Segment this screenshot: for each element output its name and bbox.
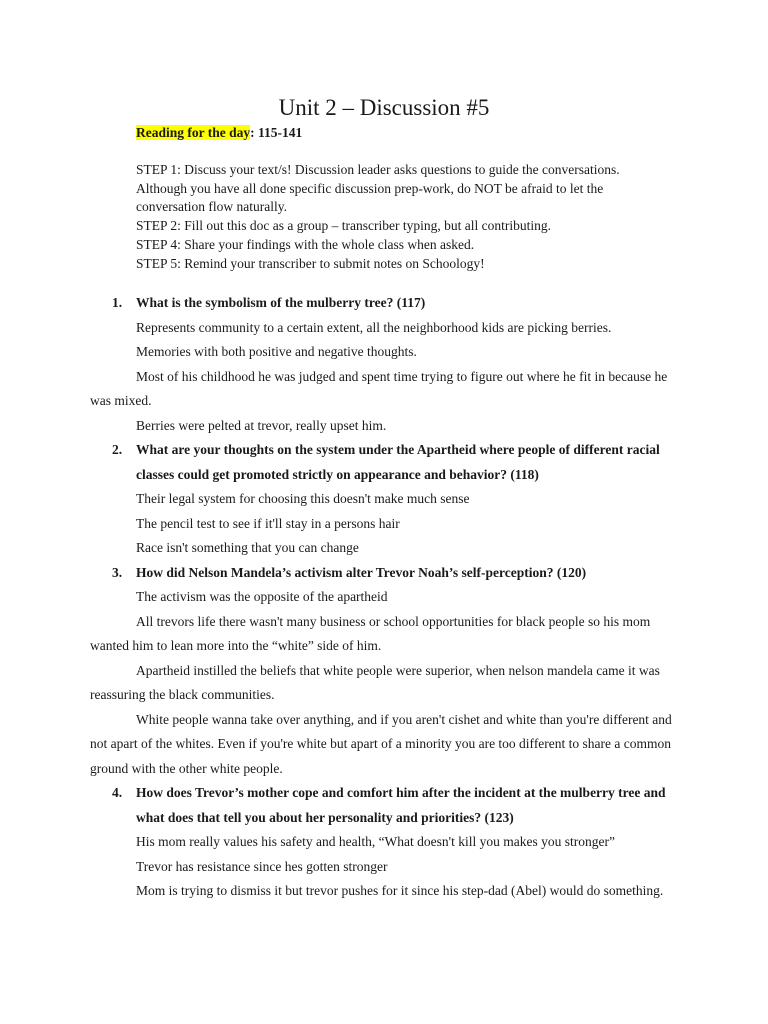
answer-text: Memories with both positive and negative thoughts. (136, 344, 417, 359)
answer-text: Trevor has resistance since hes gotten stronger (136, 858, 388, 874)
question-number: 2. (112, 442, 123, 457)
answer-text: Berries were pelted at trevor, really upset him. (136, 417, 387, 433)
instruction-line: STEP 5: Remind your transcriber to submit notes on Schoology! (136, 255, 485, 271)
instruction-line: Although you have all done specific discussion prep-work, do NOT be afraid to let the (136, 180, 604, 196)
question-number: 4. (112, 785, 123, 800)
question-text: What is the symbolism of the mulberry tree? (117) (136, 295, 426, 310)
question-number: 3. (112, 564, 123, 580)
reading-label: Reading for the day (136, 125, 251, 140)
document-title: Unit 2 – Discussion #5 (278, 95, 490, 120)
question-item (0, 781, 768, 904)
question-text: How does Trevor’s mother cope and comfort him after the incident at the mulberry tree and what does that tell you about her personality and priorities? (123) (136, 785, 666, 825)
question-item (0, 438, 768, 561)
answer-text: Mom is trying to dismiss it but trevor pushes for it since his step-dad (Abel) would do something. (136, 883, 664, 898)
question-item (0, 291, 768, 438)
question-text: How did Nelson Mandela’s activism alter Trevor Noah’s self-perception? (120) (136, 564, 587, 580)
answer-text: His mom really values his safety and health, “What doesn't kill you makes you stronger” (136, 834, 615, 849)
question-list (0, 291, 768, 904)
question-text: What are your thoughts on the system under the Apartheid where people of different racial classes could get promoted strictly on appearance and behavior? (118) (136, 442, 660, 482)
question-number: 1. (112, 295, 123, 310)
question-item (0, 561, 768, 782)
answer-text: Apartheid instilled the beliefs that white people were superior, when nelson mandela came it was reassuring the black communities. (90, 662, 660, 702)
answer-text: All trevors life there wasn't many business or school opportunities for black people so his mom wanted him to lean more into the “white” side of him. (90, 613, 651, 653)
instruction-line: STEP 2: Fill out this doc as a group – transcriber typing, but all contributing. (136, 218, 551, 234)
reading-pages: 115-141 (254, 125, 303, 140)
instructions (136, 161, 696, 273)
instruction-line: STEP 4: Share your findings with the whole class when asked. (136, 236, 475, 252)
answer-text: Their legal system for choosing this doesn't make much sense (136, 491, 470, 506)
answer-text: The activism was the opposite of the apartheid (136, 589, 388, 604)
answer-text: The pencil test to see if it'll stay in a persons hair (136, 515, 400, 531)
reading-line (136, 124, 302, 142)
answer-text: Race isn't something that you can change (136, 540, 359, 555)
instruction-line: conversation flow naturally. (136, 199, 287, 215)
instruction-line: STEP 1: Discuss your text/s! Discussion leader asks questions to guide the conversations. (136, 162, 620, 177)
answer-text: White people wanna take over anything, and if you aren't cishet and white than you're different and not apart of the whites. Even if you're white but apart of a minority you are too different to share a common ground with the other white people. (90, 711, 672, 776)
answer-text: Most of his childhood he was judged and spent time trying to figure out where he fit in because he was mixed. (90, 368, 668, 408)
reading-colon: : (250, 125, 255, 140)
answer-text: Represents community to a certain extent, all the neighborhood kids are picking berries. (136, 319, 612, 335)
